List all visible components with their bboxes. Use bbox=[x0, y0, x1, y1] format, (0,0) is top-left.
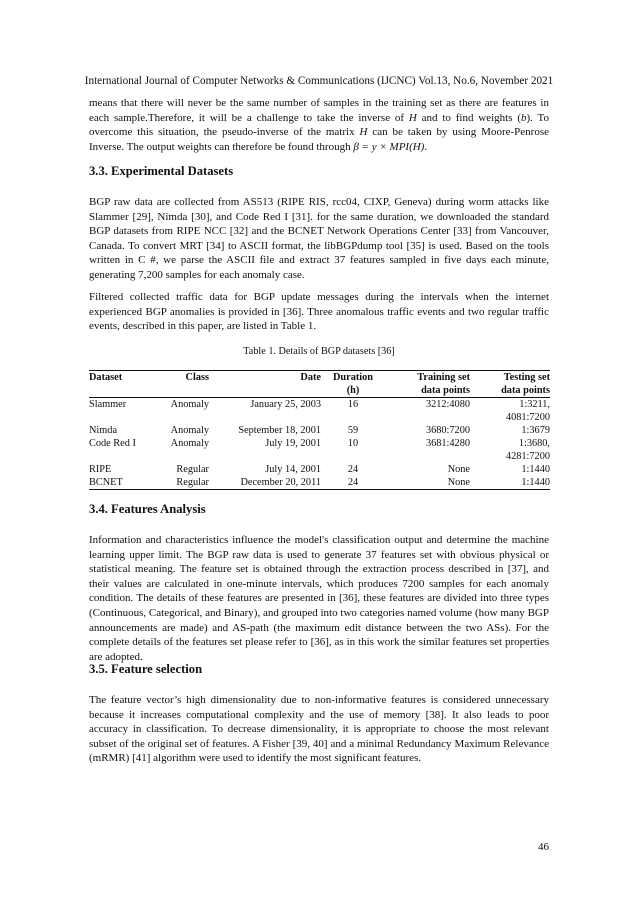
symbol-b: b bbox=[521, 111, 527, 124]
table-caption: Table 1. Details of BGP datasets [36] bbox=[243, 346, 395, 357]
intro-text-1: means that there will never be the same number of samples in the training set as there are features in each sample.Therefore, it will be a challenge to take the inverse of bbox=[89, 97, 549, 124]
intro-text-4: can be taken by using Moore-Penrose Inverse. The output weights can therefore be found through bbox=[89, 126, 549, 153]
cell-class: Anomaly bbox=[170, 425, 209, 436]
cell-date: September 18, 2001 bbox=[238, 425, 321, 436]
header-class-label: Class bbox=[185, 372, 209, 383]
header-training-set bbox=[385, 371, 470, 398]
cell-class: Anomaly bbox=[170, 399, 209, 410]
table-row bbox=[89, 437, 550, 463]
experimental-datasets-paragraph-1: BGP raw data are collected from AS513 (RIPE RIS, rcc04, CIXP, Geneva) during worm attacks like Slammer [29], Nimda [30], and Code Red I [31]. for the same duration, we downloaded the standard BGP datasets from RIPE NCC [32] and the BCNET Network Operations Center [33] from Vancouver, Canada. To convert MRT [34] to ASCII format, the libBGPdump tool [35] is used. Based on the tools written in C #, we parse the ASCII file and extract 37 features sampled in five days each minute, generating 7,200 samples for each anomaly case. bbox=[89, 196, 549, 281]
header-testing-line-1: Testing set bbox=[503, 372, 550, 383]
cell-testing-line-2: 4281:7200 bbox=[505, 451, 550, 462]
cell-training: None bbox=[447, 477, 470, 488]
cell-date: January 25, 2003 bbox=[250, 399, 321, 410]
table-row bbox=[89, 463, 550, 476]
cell-testing bbox=[470, 437, 550, 463]
cell-training: 3212:4080 bbox=[425, 399, 470, 410]
cell-class: Anomaly bbox=[170, 438, 209, 449]
cell-training: 3681:4280 bbox=[425, 438, 470, 449]
cell-duration: 10 bbox=[347, 438, 359, 449]
header-dataset: Dataset bbox=[89, 372, 123, 383]
header-duration-line-1: Duration bbox=[332, 372, 374, 383]
intro-paragraph bbox=[89, 96, 549, 154]
cell-testing-line-2: 4081:7200 bbox=[505, 412, 550, 423]
intro-text-3: ). To overcome this situation, the pseudo-inverse of the matrix bbox=[89, 111, 549, 139]
cell-duration: 16 bbox=[347, 399, 359, 410]
section-heading-3-5: 3.5. Feature selection bbox=[89, 662, 203, 676]
table-row bbox=[89, 424, 550, 437]
cell-dataset: RIPE bbox=[89, 464, 112, 475]
cell-class: Regular bbox=[176, 477, 209, 488]
journal-header: International Journal of Computer Networks & Communications (IJCNC) Vol.13, No.6, November 2021 bbox=[84, 75, 554, 87]
cell-testing-line-1: 1:3680, bbox=[518, 438, 550, 449]
symbol-h: H bbox=[408, 111, 417, 124]
cell-testing: 1:1440 bbox=[521, 477, 550, 488]
header-training-line-2: data points bbox=[421, 385, 470, 396]
intro-text-5: . bbox=[424, 140, 428, 153]
header-duration-line-2: (h) bbox=[346, 385, 360, 396]
symbol-h: H bbox=[359, 126, 368, 139]
cell-duration: 24 bbox=[347, 477, 359, 488]
cell-testing bbox=[470, 398, 550, 425]
page-number: 46 bbox=[538, 841, 549, 853]
cell-date: December 20, 2011 bbox=[240, 477, 321, 488]
table-row bbox=[89, 476, 550, 490]
cell-testing: 1:3679 bbox=[521, 425, 550, 436]
cell-testing-line-1: 1:3211, bbox=[519, 399, 550, 410]
cell-date: July 19, 2001 bbox=[265, 438, 321, 449]
cell-class: Regular bbox=[176, 464, 209, 475]
experimental-datasets-paragraph-2: Filtered collected traffic data for BGP update messages during the intervals when the internet experienced BGP anomalies is provided in [36]. Three anomalous traffic events and two regular traffic events, described in this paper, are listed in Table 1. bbox=[89, 291, 549, 333]
cell-dataset: Code Red I bbox=[89, 438, 136, 449]
intro-text-2: and to find weights ( bbox=[416, 111, 521, 124]
header-testing-line-2: data points bbox=[501, 385, 550, 396]
cell-dataset: Slammer bbox=[89, 399, 127, 410]
bgp-datasets-table bbox=[89, 370, 550, 490]
cell-duration: 59 bbox=[347, 425, 359, 436]
cell-date: July 14, 2001 bbox=[265, 464, 321, 475]
table-row bbox=[89, 398, 550, 425]
cell-testing: 1:1440 bbox=[521, 464, 550, 475]
cell-duration: 24 bbox=[347, 464, 359, 475]
table-header-row bbox=[89, 371, 550, 398]
cell-training: 3680:7200 bbox=[425, 425, 470, 436]
cell-dataset: Nimda bbox=[89, 425, 118, 436]
feature-selection-paragraph: The feature vector’s high dimensionality due to non-informative features is considered unnecessary because it increases computational complexity and the use of memory [38]. It also leads to poor accuracy in classification. To decrease dimensionality, it is appropriate to choose the most relevant subset of the original set of features. A Fisher [39, 40] and a minimal Redundancy Maximum Relevance (mRMR) [41] algorithm were used to identify the most significant features. bbox=[89, 694, 549, 765]
header-training-line-1: Training set bbox=[417, 372, 470, 383]
section-heading-3-4: 3.4. Features Analysis bbox=[89, 502, 206, 516]
header-date: Date bbox=[300, 372, 321, 383]
section-heading-3-3: 3.3. Experimental Datasets bbox=[89, 164, 234, 178]
header-duration bbox=[321, 371, 385, 398]
header-testing-set bbox=[470, 371, 550, 398]
output-weight-equation: β = y × MPI(H) bbox=[353, 140, 425, 153]
features-analysis-paragraph: Information and characteristics influence the model's classification output and determine the machine learning upper limit. The BGP raw data is used to generate 37 features set with obvious physical or statistical meaning. The feature set is obtained through the extraction process described in [37], and their values are calculated in one-minute intervals, which produces 7200 samples for each anomaly condition. The details of these features are presented in [36], these features are divided into three types (Continuous, Categorical, and Binary), and grouped into two categories named volume (how many BGP announcements are made) and AS-path (the maximum edit distance between the two ASs). For the complete details of the features set please refer to [36], as in this work the similar features set properties are adopted. bbox=[89, 534, 549, 663]
cell-dataset: BCNET bbox=[89, 477, 123, 488]
header-class bbox=[159, 371, 209, 398]
cell-training: None bbox=[447, 464, 470, 475]
